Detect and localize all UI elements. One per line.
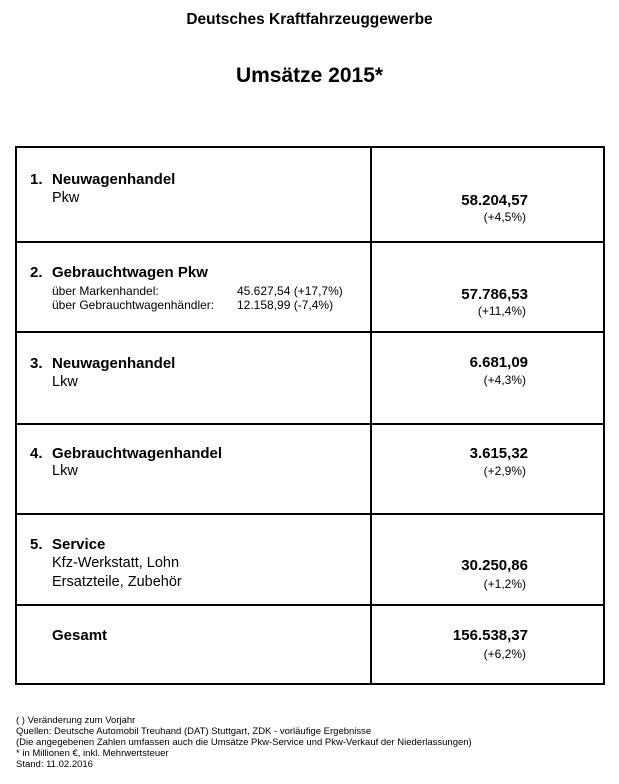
table-row xyxy=(17,241,603,331)
row-heading: Gebrauchtwagenhandel xyxy=(52,445,223,462)
revenue-table xyxy=(15,146,605,685)
footnote: Stand: 11.02.2016 xyxy=(16,759,93,770)
table-row xyxy=(17,331,603,423)
row-subtitle: Kfz-Werkstatt, Lohn xyxy=(52,555,180,571)
footnote: Quellen: Deutsche Automobil Treuhand (DAT) Stuttgart, ZDK - vorläufige Ergebnisse xyxy=(16,726,372,737)
row-value: 30.250,86 xyxy=(461,557,528,574)
footnote: (Die angegebenen Zahlen umfassen auch die Umsätze Pkw-Service und Pkw-Verkauf der Niederlassungen) xyxy=(16,737,472,748)
row-change: (+4,5%) xyxy=(483,210,526,224)
footnote: * in Millionen €, inkl. Mehrwertsteuer xyxy=(16,748,169,759)
table-row xyxy=(17,423,603,513)
row-change: (+1,2%) xyxy=(483,577,526,591)
page-subtitle: Deutsches Kraftfahrzeuggewerbe xyxy=(186,11,433,28)
row-number: 2. xyxy=(30,264,43,281)
row-value: 156.538,37 xyxy=(452,627,528,644)
row-heading: Neuwagenhandel xyxy=(52,171,176,188)
row-heading: Gesamt xyxy=(52,627,108,644)
row-subtitle: Lkw xyxy=(52,463,78,479)
row-number: 4. xyxy=(30,445,43,462)
detail-label: über Markenhandel: xyxy=(52,284,159,298)
row-change: (+6,2%) xyxy=(483,647,526,661)
row-change: (+4,3%) xyxy=(483,373,526,387)
row-subtitle: Ersatzteile, Zubehör xyxy=(52,574,182,590)
table-row xyxy=(17,148,603,241)
table-row-total xyxy=(17,604,603,683)
row-value: 57.786,53 xyxy=(461,286,528,303)
footnotes xyxy=(16,715,472,770)
detail-label: über Gebrauchtwagenhändler: xyxy=(52,298,215,312)
footnote: ( ) Veränderung zum Vorjahr xyxy=(16,715,136,726)
row-value: 6.681,09 xyxy=(469,354,528,371)
table-row xyxy=(17,513,603,604)
detail-value: 12.158,99 (-7,4%) xyxy=(237,298,334,312)
row-subtitle: Lkw xyxy=(52,374,78,390)
row-change: (+11,4%) xyxy=(477,304,526,318)
row-heading: Neuwagenhandel xyxy=(52,355,176,372)
detail-value: 45.627,54 (+17,7%) xyxy=(237,284,343,298)
row-number: 1. xyxy=(30,171,43,188)
row-value: 3.615,32 xyxy=(469,445,528,462)
row-number: 5. xyxy=(30,536,43,553)
row-value: 58.204,57 xyxy=(461,192,528,209)
row-change: (+2,9%) xyxy=(483,464,526,478)
row-subtitle: Pkw xyxy=(52,190,80,206)
row-number: 3. xyxy=(30,355,43,372)
row-heading: Service xyxy=(52,536,106,553)
page-title: Umsätze 2015* xyxy=(235,64,384,87)
row-heading: Gebrauchtwagen Pkw xyxy=(52,264,208,281)
